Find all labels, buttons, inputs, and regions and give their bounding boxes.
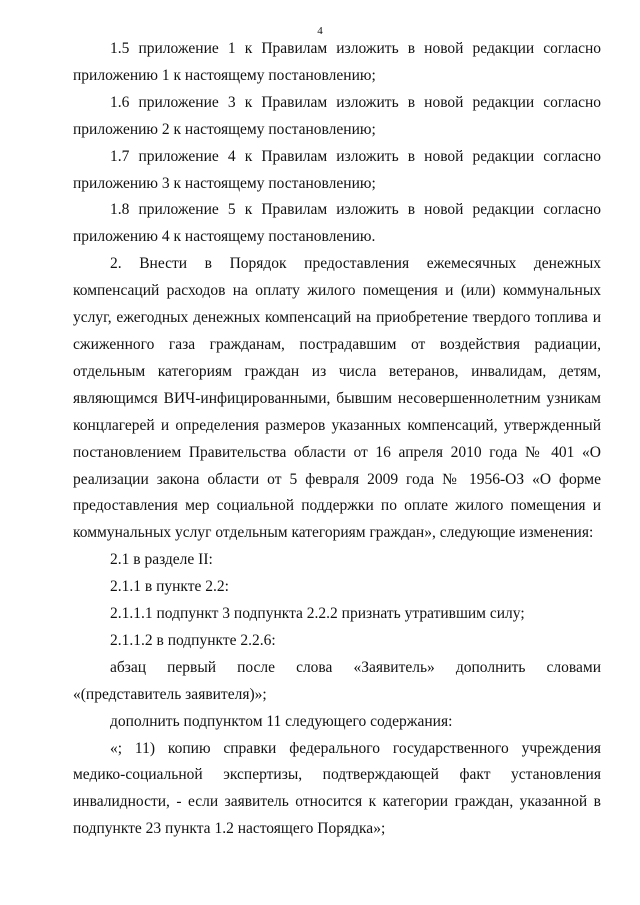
paragraph-2-1: 2.1 в разделе II: [110, 551, 213, 569]
document-body [73, 36, 601, 843]
paragraph-2-1-1-1: 2.1.1.1 подпункт 3 подпункта 2.2.2 признать утратившим силу; [110, 605, 525, 623]
page-number: 4 [317, 25, 323, 37]
paragraph-2: 2. Внести в Порядок предоставления ежемесячных денежных компенсаций расходов на оплату жилого помещения и (или) коммунальных услуг, ежегодных денежных компенсаций на приобретение твердого топлива и сжиженного газа гражданам, пострадавшим от воздействия радиации, отдельным категориям граждан из числа ветеранов, инвалидам, детям, являющимся ВИЧ-инфицированными, бывшим несовершеннолетним узникам концлагерей и определения размеров указанных компенсаций, утвержденный постановлением Правительства области от 16 апреля 2010 года № 401 «О реализации закона области от 5 февраля 2009 года № 1956-ОЗ «О форме предоставления мер социальной поддержки по оплате жилого помещения и коммунальных услуг отдельным категориям граждан», следующие изменения: [73, 255, 601, 542]
paragraph-add-subitem: дополнить подпунктом 11 следующего содержания: [110, 712, 453, 730]
paragraph-1-7: 1.7 приложение 4 к Правилам изложить в новой редакции согласно приложению 3 к настоящему постановлению; [73, 147, 601, 192]
paragraph-2-1-1: 2.1.1 в пункте 2.2: [110, 578, 229, 596]
paragraph-amendment-first: абзац первый после слова «Заявитель» дополнить словами «(представитель заявителя)»; [73, 658, 601, 703]
paragraph-1-8: 1.8 приложение 5 к Правилам изложить в новой редакции согласно приложению 4 к настоящему постановлению. [73, 201, 601, 246]
paragraph-subitem-11: «; 11) копию справки федерального государственного учреждения медико-социальной экспертизы, подтверждающей факт установления инвалидности, - если заявитель относится к категории граждан, указанной в подпункте 23 пункта 1.2 настоящего Порядка»; [73, 739, 601, 838]
paragraph-2-1-1-2: 2.1.1.2 в подпункте 2.2.6: [110, 631, 276, 649]
paragraph-1-6: 1.6 приложение 3 к Правилам изложить в новой редакции согласно приложению 2 к настоящему постановлению; [73, 93, 601, 138]
paragraph-1-5: 1.5 приложение 1 к Правилам изложить в новой редакции согласно приложению 1 к настоящему постановлению; [73, 40, 601, 84]
